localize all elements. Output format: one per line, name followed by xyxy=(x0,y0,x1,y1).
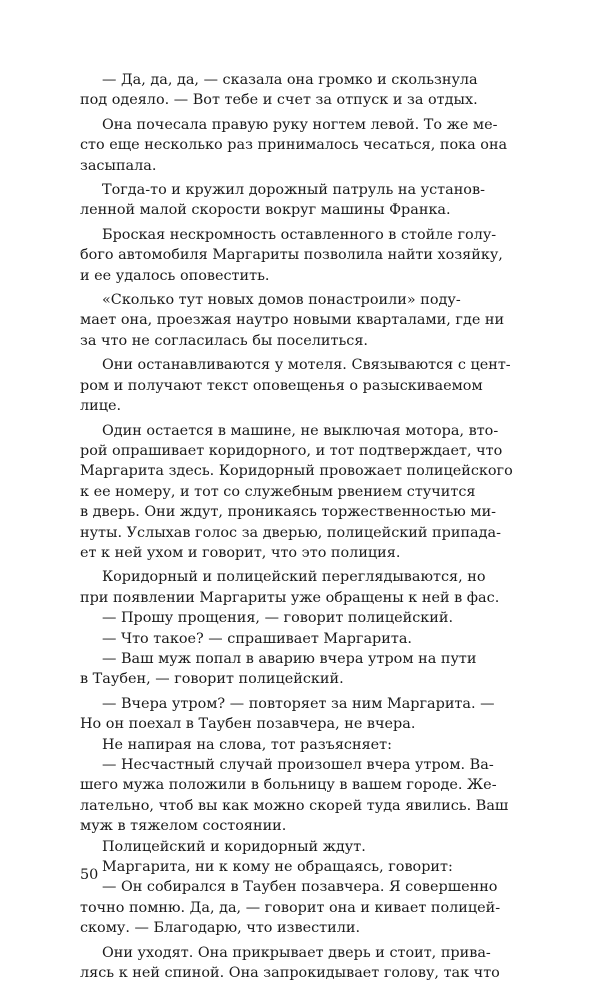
paragraph: Она почесала правую руку ногтем левой. То же ме- сто еще несколько раз принималось чесаться, пока она засыпала. xyxy=(80,116,508,174)
paragraph: Они уходят. Она прикрывает дверь и стоит, прива- лясь к ней спиной. Она запрокидывает голову, так что xyxy=(80,944,500,982)
paragraph: Броская нескромность оставленного в стойле голу- бого автомобиля Маргариты позволила найти хозяйку, и ее удалось оповестить. xyxy=(80,226,503,284)
paragraph: — Вчера утром? — повторяет за ним Маргарита. — Но он поехал в Таубен позавчера, не вчера. xyxy=(80,695,495,733)
paragraph: Коридорный и полицейский переглядываются, но при появлении Маргариты уже обращены к ней в фас. xyxy=(80,569,500,606)
paragraph: «Сколько тут новых домов понастроили» поду- мает она, проезжая наутро новыми кварталами, где ни за что не согласилась бы поселиться. xyxy=(80,292,505,349)
paragraph: — Что такое? — спрашивает Маргарита. xyxy=(102,630,412,647)
paragraph: — Да, да, да, — сказала она громко и скользнула под одеяло. — Вот тебе и счет за отпуск и за отдых. xyxy=(80,72,478,109)
paragraph: Не напирая на слова, тот разъясняет: xyxy=(102,736,392,753)
paragraph: Один остается в машине, не выключая мотора, вто- рой опрашивает коридорного, и тот подтверждает, что Маргарита здесь. Коридорный провожает полицейского к ее номеру, и тот со служебным рвением стучится в дверь. Они ждут, проникаясь торжественностью ми- нуты. Услыхав голос за дверью, полицейский припада- ет к ней ухом и говорит, что это полиция. xyxy=(80,422,513,561)
paragraph: — Несчастный случай произошел вчера утром. Ва- шего мужа положили в больницу в вашем городе. Же- лательно, чтоб вы как можно скорей туда явились. Ваш муж в тяжелом состоянии. xyxy=(80,757,509,835)
paragraph: Они останавливаются у мотеля. Связываются с цент- ром и получают текст оповещенья о разыскиваемом лице. xyxy=(80,357,511,415)
page-body xyxy=(80,70,526,983)
paragraph: Тогда-то и кружил дорожный патруль на установ- ленной малой скорости вокруг машины Франка. xyxy=(80,182,485,219)
paragraph: — Он собирался в Таубен позавчера. Я совершенно точно помню. Да, да, — говорит она и кивает полицей- скому. — Благодарю, что известили. xyxy=(80,879,501,937)
paragraph: — Прошу прощения, — говорит полицейский. xyxy=(102,610,454,627)
paragraph: Маргарита, ни к кому не обращаясь, говорит: xyxy=(102,859,453,876)
paragraph: — Ваш муж попал в аварию вчера утром на пути в Таубен, — говорит полицейский. xyxy=(80,650,477,688)
paragraph: Полицейский и коридорный ждут. xyxy=(102,838,366,855)
page-number: 50 xyxy=(80,867,99,883)
